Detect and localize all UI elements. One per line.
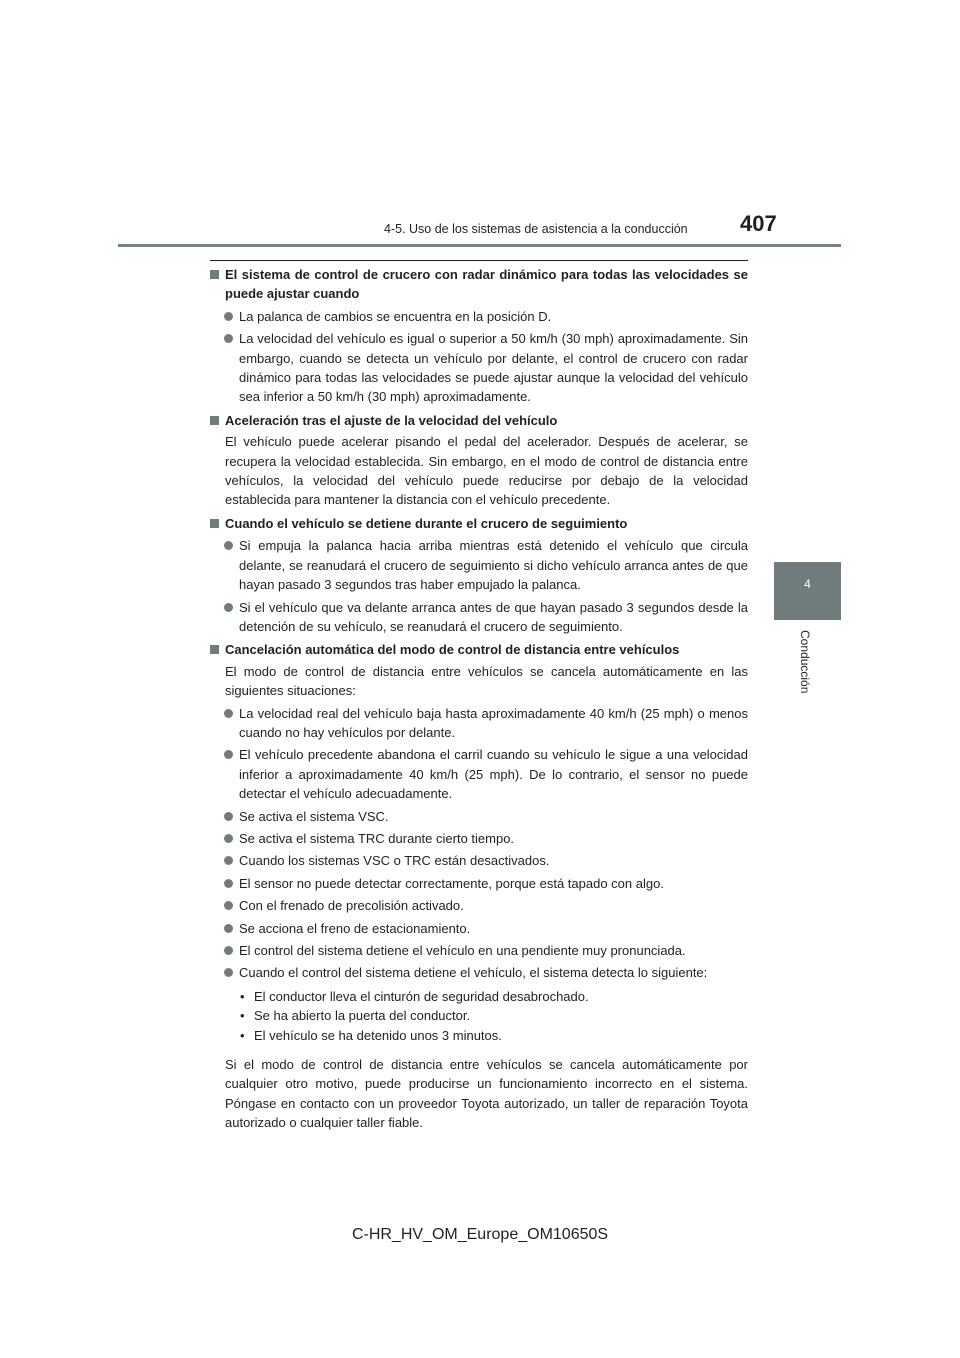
square-bullet-icon (210, 270, 219, 279)
section-heading: Cancelación automática del modo de control de distancia entre vehículos (210, 640, 748, 659)
round-bullet-icon (224, 541, 233, 550)
square-bullet-icon (210, 519, 219, 528)
round-bullet-icon (224, 834, 233, 843)
section-heading: Aceleración tras el ajuste de la velocidad del vehículo (210, 411, 748, 430)
round-bullet-icon (224, 901, 233, 910)
list-item: Se activa el sistema VSC. (210, 807, 748, 826)
document-id: C-HR_HV_OM_Europe_OM10650S (351, 1226, 609, 1243)
paragraph: El modo de control de distancia entre vehículos se cancela automáticamente en las siguientes situaciones: (225, 663, 748, 699)
round-bullet-icon (224, 924, 233, 933)
sub-list-item: • Se ha abierto la puerta del conductor. (240, 1008, 471, 1024)
chapter-number: 4 (804, 577, 811, 591)
list-item: Si empuja la palanca hacia arriba mientras está detenido el vehículo que circula delante, se reanudará el crucero de seguimiento si dicho vehículo arranca antes de que hayan pasado 3 segundos tras haber empujado la palanca. (210, 536, 748, 594)
round-bullet-icon (224, 312, 233, 321)
section-title: 4-5. Uso de los sistemas de asistencia a la conducción (384, 222, 688, 236)
list-item: El sensor no puede detectar correctamente, porque está tapado con algo. (210, 874, 748, 893)
round-bullet-icon (224, 334, 233, 343)
chapter-tab (774, 562, 841, 620)
list-item: Cuando los sistemas VSC o TRC están desactivados. (210, 851, 748, 870)
list-item: La velocidad real del vehículo baja hasta aproximadamente 40 km/h (25 mph) o menos cuando no hay vehículos por delante. (210, 704, 748, 743)
sub-list-item: • El conductor lleva el cinturón de seguridad desabrochado. (240, 988, 589, 1004)
list-item: El vehículo precedente abandona el carril cuando su vehículo le sigue a una velocidad inferior a aproximadamente 40 km/h (25 mph). De lo contrario, el sensor no puede detectar el vehículo adecuadamente. (210, 745, 748, 803)
round-bullet-icon (224, 750, 233, 759)
list-item: Cuando el control del sistema detiene el vehículo, el sistema detecta lo siguiente: (210, 963, 748, 982)
round-bullet-icon (224, 603, 233, 612)
sub-list-item: • El vehículo se ha detenido unos 3 minutos. (240, 1027, 502, 1043)
chapter-label: Conducción (798, 630, 812, 694)
list-item: Si el vehículo que va delante arranca antes de que hayan pasado 3 segundos desde la detención de su vehículo, se reanudará el crucero de seguimiento. (210, 598, 748, 637)
main-content (210, 265, 748, 1133)
round-bullet-icon (224, 709, 233, 718)
round-bullet-icon (224, 946, 233, 955)
list-item: La velocidad del vehículo es igual o superior a 50 km/h (30 mph) aproximadamente. Sin embargo, cuando se detecta un vehículo por delante, el control de crucero con radar dinámico para todas las velocidades se puede ajustar aunque la velocidad del vehículo sea inferior a 50 km/h (30 mph) aproximadamente. (210, 329, 748, 407)
list-item: La palanca de cambios se encuentra en la posición D. (210, 307, 748, 326)
list-item: Con el frenado de precolisión activado. (210, 896, 748, 915)
section-heading: El sistema de control de crucero con radar dinámico para todas las velocidades se puede ajustar cuando (210, 265, 748, 304)
list-item: Se activa el sistema TRC durante cierto tiempo. (210, 829, 748, 848)
square-bullet-icon (210, 645, 219, 654)
header-divider (118, 244, 841, 247)
round-bullet-icon (224, 968, 233, 977)
closing-paragraph: Si el modo de control de distancia entre vehículos se cancela automáticamente por cualquier otro motivo, puede producirse un funcionamiento incorrecto en el sistema. Póngase en contacto con un proveedor Toyota autorizado, un taller de reparación Toyota autorizado o cualquier taller fiable. (225, 1057, 748, 1131)
paragraph: El vehículo puede acelerar pisando el pedal del acelerador. Después de acelerar, se recupera la velocidad establecida. Sin embargo, en el modo de control de distancia entre vehículos, la velocidad del vehículo puede reducirse por debajo de la velocidad establecida para mantener la distancia con el vehículo precedente. (225, 434, 748, 508)
list-item: Se acciona el freno de estacionamiento. (210, 919, 748, 938)
round-bullet-icon (224, 812, 233, 821)
sub-list (210, 987, 748, 1045)
round-bullet-icon (224, 879, 233, 888)
content-divider (210, 260, 748, 261)
square-bullet-icon (210, 416, 219, 425)
section-heading: Cuando el vehículo se detiene durante el crucero de seguimiento (210, 514, 748, 533)
list-item: El control del sistema detiene el vehículo en una pendiente muy pronunciada. (210, 941, 748, 960)
page-number: 407 (740, 211, 777, 236)
round-bullet-icon (224, 856, 233, 865)
